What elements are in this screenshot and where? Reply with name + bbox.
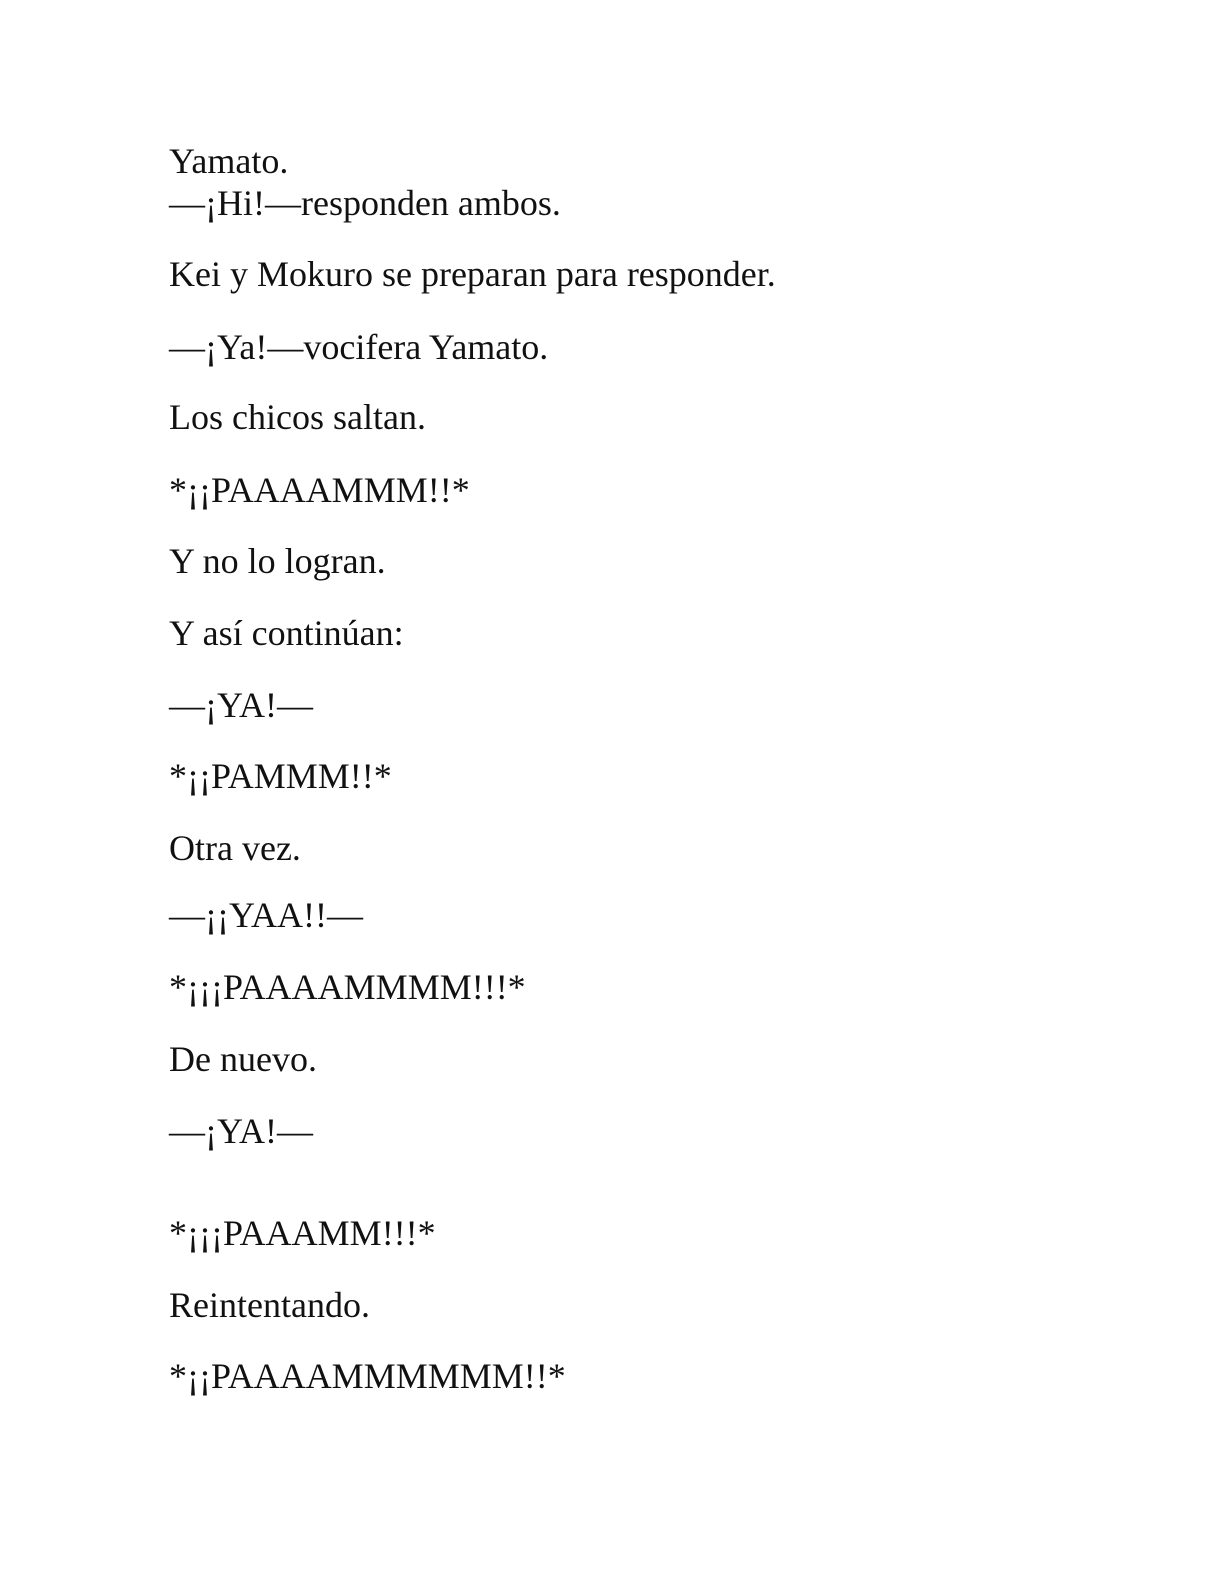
text-line: Los chicos saltan. <box>169 397 426 437</box>
text-line: *¡¡¡PAAAMM!!!* <box>169 1213 436 1253</box>
text-line: Reintentando. <box>169 1285 370 1325</box>
text-line: —¡Hi!—responden ambos. <box>169 183 561 223</box>
text-line: De nuevo. <box>169 1039 317 1079</box>
text-line: —¡¡YAA!!— <box>169 895 363 935</box>
text-line: —¡YA!— <box>169 685 313 725</box>
text-line: Y así continúan: <box>169 613 404 653</box>
text-line: *¡¡PAAAAMMMMMM!!* <box>169 1356 566 1396</box>
text-line: Yamato. <box>169 141 289 181</box>
text-line: —¡Ya!—vocifera Yamato. <box>169 327 549 367</box>
text-line: Otra vez. <box>169 828 301 868</box>
text-line: *¡¡¡PAAAAMMMM!!!* <box>169 967 526 1007</box>
text-line: Kei y Mokuro se preparan para responder. <box>169 254 776 294</box>
text-line: *¡¡PAMMM!!* <box>169 756 392 796</box>
text-line: —¡YA!— <box>169 1111 313 1151</box>
text-line: Y no lo logran. <box>169 541 386 581</box>
text-line: *¡¡PAAAAMMM!!* <box>169 470 470 510</box>
